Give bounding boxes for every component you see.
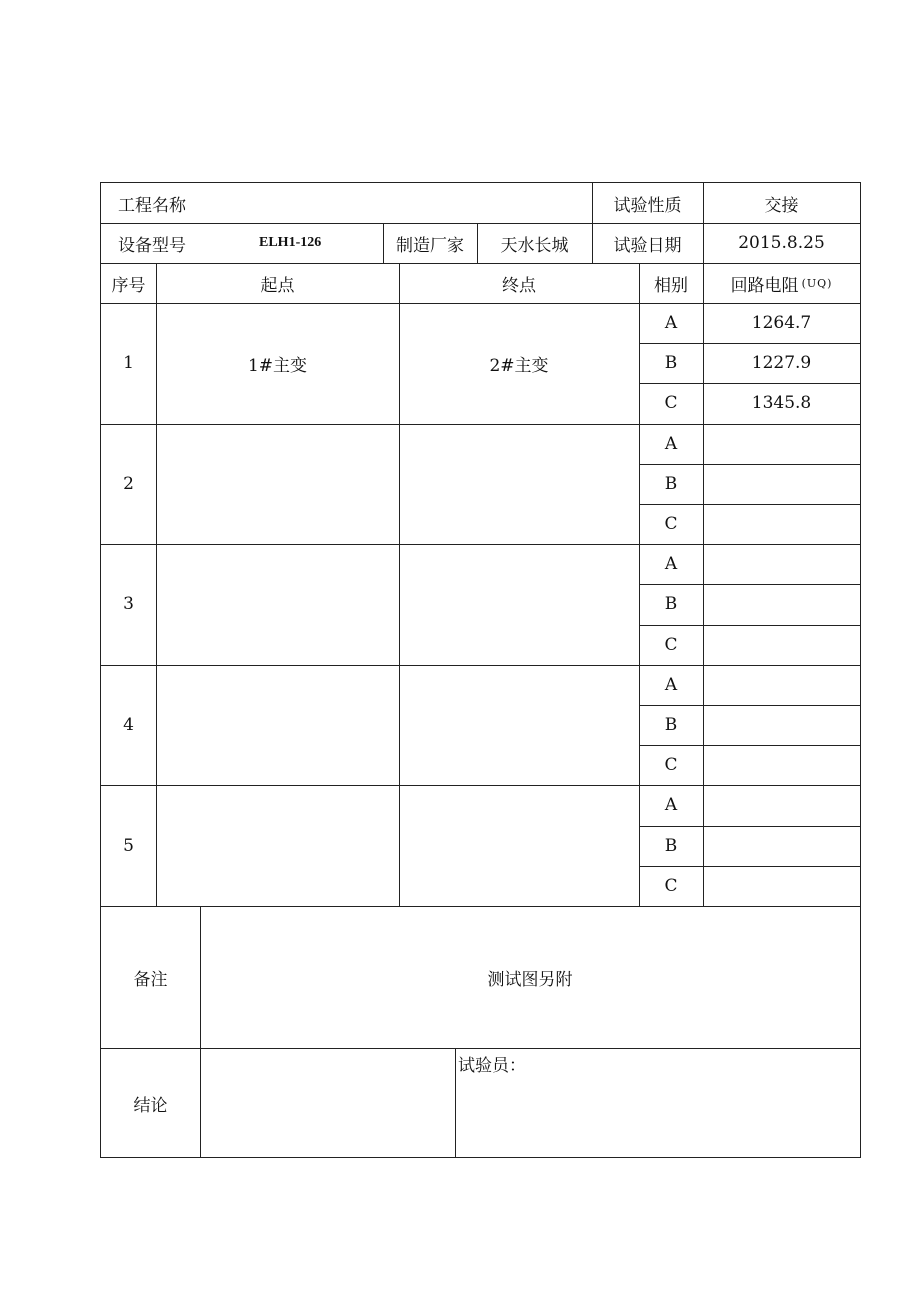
test-nature-value: 交接 xyxy=(764,195,799,216)
row-start-point: 1#主变 xyxy=(247,355,308,376)
test-date-label: 试验日期 xyxy=(613,235,682,256)
resistance-value xyxy=(703,544,860,584)
phase-label: C xyxy=(664,875,678,896)
resistance-value xyxy=(703,745,860,785)
row-end-point xyxy=(399,665,639,786)
test-record-table xyxy=(100,182,861,1158)
phase-label: B xyxy=(664,715,678,736)
test-date-value: 2015.8.25 xyxy=(738,233,825,253)
resistance-value xyxy=(703,464,860,504)
phase-label: B xyxy=(664,473,678,494)
model-label: 设备型号 xyxy=(118,235,186,256)
row-number: 1 xyxy=(123,353,134,374)
row-number: 3 xyxy=(123,594,134,615)
resistance-value xyxy=(703,785,860,825)
col-header-resistance xyxy=(703,263,860,303)
resistance-label: 回路电阻 xyxy=(730,275,799,296)
col-header-phase: 相别 xyxy=(654,275,688,296)
row-end-point xyxy=(399,785,639,906)
phase-label: C xyxy=(664,393,678,414)
row-number: 5 xyxy=(123,835,134,856)
resistance-unit: (UQ) xyxy=(801,276,833,290)
resistance-value xyxy=(703,504,860,544)
col-divider xyxy=(455,1048,456,1158)
phase-label: A xyxy=(664,674,678,695)
row-start-point xyxy=(156,424,399,545)
col-header-end: 终点 xyxy=(502,275,536,296)
row-start-point xyxy=(156,665,399,786)
resistance-value xyxy=(703,866,860,906)
remarks-label: 备注 xyxy=(133,969,168,990)
manufacturer-label: 制造厂家 xyxy=(396,235,464,256)
col-header-no: 序号 xyxy=(111,275,146,296)
phase-label: A xyxy=(664,313,678,334)
phase-label: A xyxy=(664,795,678,816)
tester-label: 试验员： xyxy=(458,1056,526,1076)
phase-label: A xyxy=(664,433,678,454)
model-value: ELH1-126 xyxy=(259,235,322,250)
project-name-label: 工程名称 xyxy=(118,195,186,216)
resistance-value xyxy=(703,665,860,705)
resistance-value: 1227.9 xyxy=(751,353,812,374)
phase-label: C xyxy=(664,514,678,535)
row-start-point xyxy=(156,785,399,906)
conclusion-label: 结论 xyxy=(133,1095,168,1116)
phase-label: C xyxy=(664,634,678,655)
row-end-point: 2#主变 xyxy=(489,355,549,376)
resistance-value xyxy=(703,705,860,745)
row-end-point xyxy=(399,544,639,665)
manufacturer-value: 天水长城 xyxy=(500,235,569,256)
phase-label: B xyxy=(664,594,678,615)
phase-label: A xyxy=(664,554,678,575)
phase-label: B xyxy=(664,353,678,374)
resistance-value: 1345.8 xyxy=(751,393,812,414)
row-end-point xyxy=(399,424,639,545)
row-number: 2 xyxy=(123,473,134,494)
resistance-value xyxy=(703,424,860,464)
project-name-value xyxy=(211,183,581,223)
test-nature-label: 试验性质 xyxy=(613,195,682,216)
resistance-value xyxy=(703,826,860,866)
col-header-start: 起点 xyxy=(260,275,295,296)
resistance-value: 1264.7 xyxy=(751,313,812,334)
row-start-point xyxy=(156,544,399,665)
resistance-value xyxy=(703,625,860,665)
row-number: 4 xyxy=(123,715,134,736)
resistance-value xyxy=(703,584,860,624)
phase-label: C xyxy=(664,755,678,776)
phase-label: B xyxy=(664,835,678,856)
remarks-value: 测试图另附 xyxy=(487,969,573,990)
conclusion-value xyxy=(200,1048,455,1158)
